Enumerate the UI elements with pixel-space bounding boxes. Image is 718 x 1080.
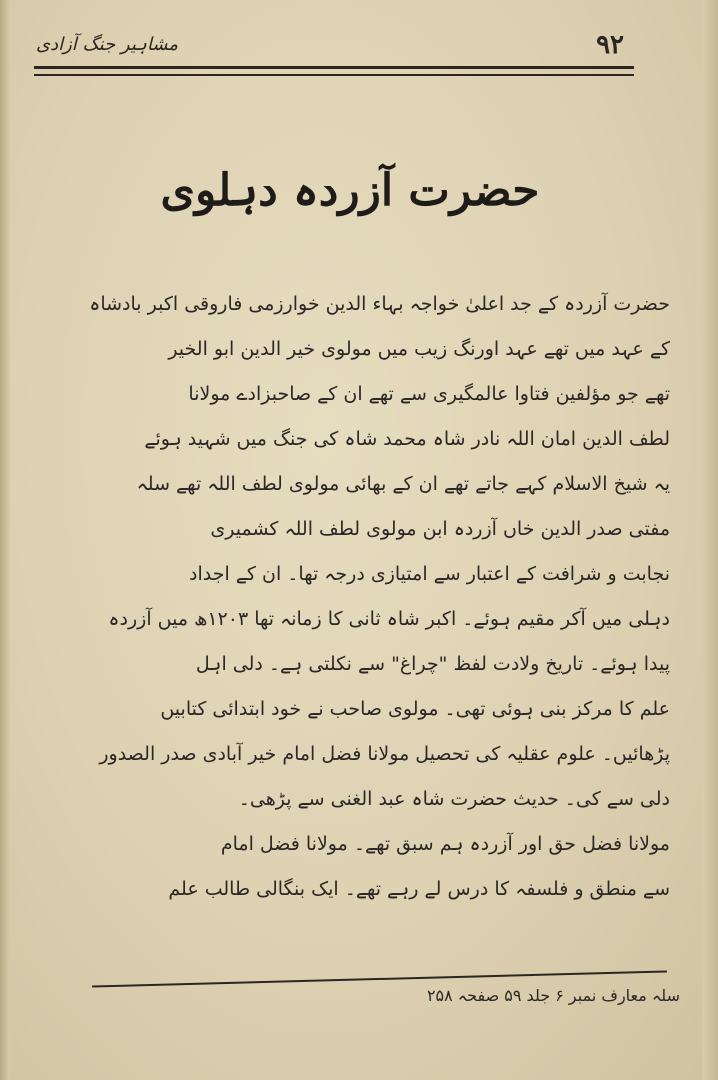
body-line: سے منطق و فلسفہ کا درس لے رہے تھے۔ ایک بنگالی طالب علم [168,878,670,900]
header-rule-top [34,66,634,69]
body-line: کے عہد میں تھے عہد اورنگ زیب میں مولوی خیر الدین ابو الخیر [168,338,670,360]
body-line: حضرت آزردہ کے جد اعلیٰ خواجہ بہاء الدین خوارزمی فاروقی اکبر بادشاہ [89,293,670,315]
body-line: مولانا فضل حق اور آزردہ ہم سبق تھے۔ مولانا فضل امام [220,833,670,855]
page-edge-shadow [702,0,718,1080]
body-line: لطف الدین امان اللہ نادر شاہ محمد شاہ کی جنگ میں شہید ہوئے [144,428,670,450]
body-line: دہلی میں آکر مقیم ہوئے۔ اکبر شاہ ثانی کا زمانہ تھا ۱۲۰۳ھ میں آزردہ [108,608,670,630]
body-line: علم کا مرکز بنی ہوئی تھی۔ مولوی صاحب نے خود ابتدائی کتابیں [160,698,670,720]
page-gutter-shadow [0,0,10,1080]
body-line: نجابت و شرافت کے اعتبار سے امتیازی درجہ تھا۔ ان کے اجداد [189,563,670,585]
book-title: مشاہیر جنگ آزادی [36,34,179,55]
body-line: مفتی صدر الدین خاں آزردہ ابن مولوی لطف اللہ کشمیری [210,518,670,540]
footnote: سلہ معارف نمبر ۶ جلد ۵۹ صفحہ ۲۵۸ [426,986,680,1005]
body-text [60,282,670,912]
body-line: پڑھائیں۔ علوم عقلیہ کی تحصیل مولانا فضل امام خیر آبادی صدر الصدور [99,743,670,765]
header-rule-bottom [34,74,634,76]
body-line: یہ شیخ الاسلام کہے جاتے تھے ان کے بھائی مولوی لطف اللہ تھے سلہ [136,473,670,495]
page-number: ۹۲ [596,30,624,60]
chapter-title: حضرت آزردہ دہلوی [160,165,540,216]
running-header [30,30,630,64]
body-line: تھے جو مؤلفین فتاوا عالمگیری سے تھے ان کے صاحبزادے مولانا [188,383,670,405]
body-line: دلی سے کی۔ حدیث حضرت شاہ عبد الغنی سے پڑھی۔ [238,788,670,810]
body-line: پیدا ہوئے۔ تاریخ ولادت لفظ "چراغ" سے نکلتی ہے۔ دلی اہل [195,653,670,675]
footnote-rule [92,970,667,987]
